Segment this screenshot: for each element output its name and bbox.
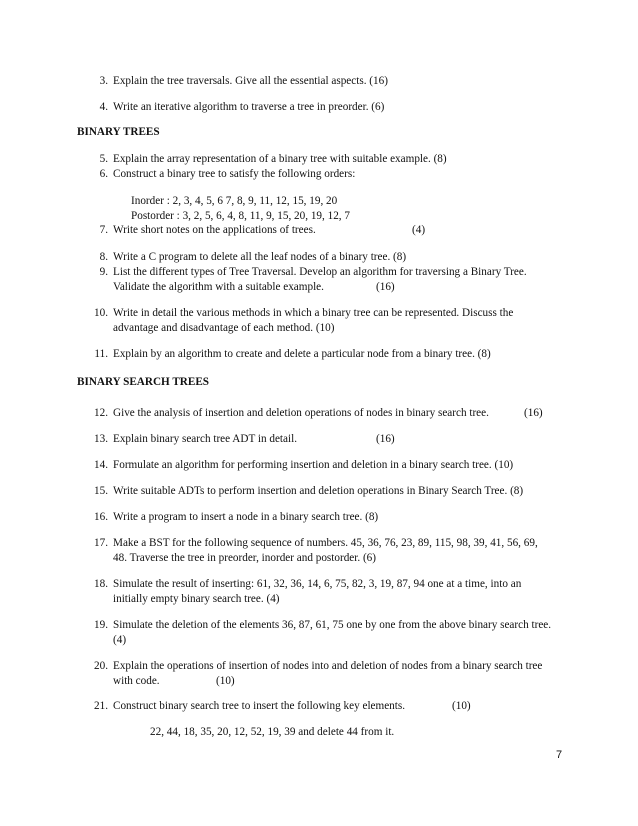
question-text: Construct binary search tree to insert the following key elements. (113, 700, 406, 712)
question-text: Formulate an algorithm for performing insertion and deletion in a binary search tree. (10) (113, 459, 514, 471)
question-number: 19. (94, 619, 108, 631)
question-number: 17. (94, 537, 108, 549)
question-marks: (10) (216, 675, 235, 687)
question-number: 3. (99, 75, 108, 87)
question-text: Explain binary search tree ADT in detail. (113, 433, 298, 445)
page-number: 7 (556, 749, 563, 761)
question-text: Write short notes on the applications of trees. (113, 224, 316, 236)
question-text-line-1: Write in detail the various methods in which a binary tree can be represented. Discuss the (113, 307, 514, 319)
question-text: Explain the tree traversals. Give all the essential aspects. (16) (113, 75, 388, 87)
question-text-line-1: List the different types of Tree Traversal. Develop an algorithm for traversing a Binary Tree. (113, 266, 527, 278)
question-number: 16. (94, 511, 108, 523)
question-text: Write a program to insert a node in a binary search tree. (8) (113, 511, 379, 523)
question-number: 7. (99, 224, 108, 236)
question-text-line-2: initially empty binary search tree. (4) (113, 593, 280, 605)
question-number: 13. (94, 433, 108, 445)
section-heading-binary-search-trees: BINARY SEARCH TREES (77, 376, 210, 388)
question-text-line-2: advantage and disadvantage of each method. (10) (113, 322, 335, 334)
question-text-line-2: (4) (113, 634, 127, 646)
question-marks: (16) (524, 407, 543, 419)
question-marks: (16) (376, 281, 395, 293)
question-text-line-1: Simulate the result of inserting: 61, 32, 36, 14, 6, 75, 82, 3, 19, 87, 94 one at a time, into an (113, 578, 522, 590)
question-marks: (4) (412, 224, 426, 236)
question-marks: (10) (452, 700, 471, 712)
question-number: 5. (99, 153, 108, 165)
question-text: Write an iterative algorithm to traverse a tree in preorder. (6) (113, 101, 385, 113)
question-text: Explain the array representation of a binary tree with suitable example. (8) (113, 153, 447, 165)
question-text-line-1: Make a BST for the following sequence of numbers. 45, 36, 76, 23, 89, 115, 98, 39, 41, 56, 69, (113, 537, 538, 549)
question-text: Write suitable ADTs to perform insertion and deletion operations in Binary Search Tree. (8) (113, 485, 524, 497)
question-number: 11. (94, 348, 108, 360)
question-number: 6. (99, 168, 108, 180)
question-text-line-2: 48. Traverse the tree in preorder, inorder and postorder. (6) (113, 552, 376, 564)
question-number: 18. (94, 578, 108, 590)
question-text-line-1: Simulate the deletion of the elements 36, 87, 61, 75 one by one from the above binary search tree. (113, 619, 552, 631)
question-text: Explain by an algorithm to create and delete a particular node from a binary tree. (8) (113, 348, 491, 360)
section-heading-binary-trees: BINARY TREES (77, 126, 160, 138)
question-number: 8. (99, 251, 108, 263)
question-number: 9. (99, 266, 108, 278)
question-number: 14. (94, 459, 108, 471)
question-marks: (16) (376, 433, 395, 445)
question-text: Write a C program to delete all the leaf nodes of a binary tree. (8) (113, 251, 407, 263)
question-text: Give the analysis of insertion and deletion operations of nodes in binary search tree. (113, 407, 489, 419)
question-number: 12. (94, 407, 108, 419)
question-number: 10. (94, 307, 108, 319)
question-text-line-2: with code. (113, 675, 160, 687)
question-number: 20. (94, 660, 108, 672)
question-text: Construct a binary tree to satisfy the following orders: (113, 168, 356, 180)
inorder-sequence: Inorder : 2, 3, 4, 5, 6 7, 8, 9, 11, 12, 15, 19, 20 (131, 195, 338, 207)
question-number: 15. (94, 485, 108, 497)
question-21-keys: 22, 44, 18, 35, 20, 12, 52, 19, 39 and delete 44 from it. (150, 726, 395, 738)
question-text-line-1: Explain the operations of insertion of nodes into and deletion of nodes from a binary search tree (113, 660, 543, 672)
question-text-line-2: Validate the algorithm with a suitable example. (113, 281, 324, 293)
question-number: 4. (99, 101, 108, 113)
postorder-sequence: Postorder : 3, 2, 5, 6, 4, 8, 11, 9, 15, 20, 19, 12, 7 (131, 210, 350, 222)
question-number: 21. (94, 700, 108, 712)
